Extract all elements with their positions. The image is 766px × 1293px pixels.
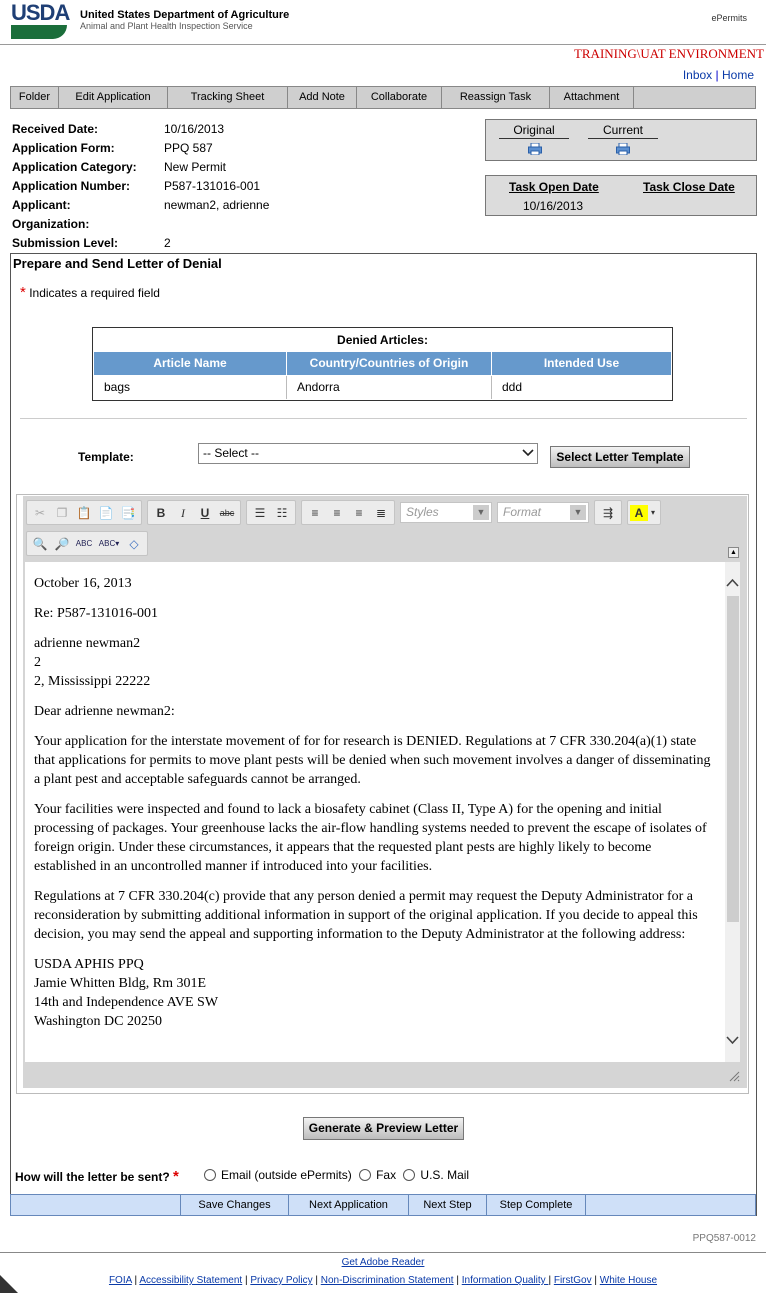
indent-icon[interactable]: ⇶ <box>602 505 614 520</box>
action-bar-spacer <box>11 1195 181 1215</box>
environment-label: TRAINING\UAT ENVIRONMENT <box>573 46 764 61</box>
task-close-date-header[interactable]: Task Close Date <box>643 180 735 194</box>
column-intended-use: Intended Use <box>543 356 620 370</box>
align-left-icon[interactable]: ≡ <box>311 505 319 520</box>
toolbar-edit-application[interactable]: Edit Application <box>59 87 168 108</box>
footer-link-firstgov[interactable]: FirstGov <box>553 1275 592 1286</box>
column-article-name: Article Name <box>94 352 287 375</box>
send-method-label: How will the letter be sent? <box>15 1170 170 1184</box>
get-adobe-reader-link[interactable]: Get Adobe Reader <box>341 1257 425 1268</box>
service-name: Animal and Plant Health Inspection Service <box>80 21 253 31</box>
footer-divider <box>0 1252 766 1253</box>
task-open-date-value: 10/16/2013 <box>523 199 584 213</box>
replace-icon[interactable]: 🔎 <box>54 536 70 551</box>
adobe-link-row <box>0 1257 766 1268</box>
footer-link-privacy[interactable]: Privacy Policy <box>250 1275 313 1286</box>
spellcheck-icon[interactable]: ABC <box>75 538 93 548</box>
main-toolbar <box>10 86 756 109</box>
footer-link-foia[interactable]: FOIA <box>108 1275 132 1286</box>
cell-article-name: bags <box>94 376 287 399</box>
select-letter-template-button[interactable]: Select Letter Template <box>550 446 690 468</box>
justify-icon[interactable]: ≣ <box>375 505 387 520</box>
print-current-icon[interactable] <box>616 143 630 155</box>
radio-fax-label[interactable]: Fax <box>376 1168 397 1182</box>
application-form-label: Application Form: <box>12 141 115 155</box>
format-placeholder: Format <box>503 505 542 519</box>
required-note-text: Indicates a required field <box>29 286 160 300</box>
bold-icon[interactable]: B <box>156 505 166 520</box>
denied-articles-title: Denied Articles: <box>337 333 428 347</box>
template-label: Template: <box>78 450 134 464</box>
generate-preview-letter-button[interactable]: Generate & Preview Letter <box>303 1117 464 1140</box>
toolbar-tracking-sheet[interactable]: Tracking Sheet <box>168 87 288 108</box>
chevron-down-icon: ▼ <box>570 505 586 520</box>
section-divider <box>20 418 747 419</box>
application-number-label: Application Number: <box>12 179 131 193</box>
logo-text: USDA <box>11 0 70 25</box>
editor-toolbar-row-2 <box>26 531 153 557</box>
paste-icon[interactable]: 📋 <box>76 505 92 520</box>
align-right-icon[interactable]: ≡ <box>355 505 363 520</box>
radio-us-mail[interactable] <box>403 1169 415 1181</box>
chevron-down-icon[interactable]: ▾ <box>650 507 655 517</box>
scroll-up-icon[interactable] <box>726 578 739 587</box>
letter-appeal-address: USDA APHIS PPQ Jamie Whitten Bldg, Rm 301E 14th and Independence AVE SW Washington DC 20250 <box>34 957 219 1029</box>
inbox-link[interactable]: Inbox <box>682 68 713 82</box>
resize-handle-icon[interactable] <box>728 1070 740 1082</box>
toolbar-collaborate[interactable]: Collaborate <box>357 87 442 108</box>
form-id: PPQ587-0012 <box>692 1233 756 1244</box>
chevron-down-icon: ▼ <box>473 505 489 520</box>
send-method-options <box>204 1168 469 1182</box>
letter-paragraph-appeal: Regulations at 7 CFR 330.204(c) provide that any person denied a permit may request the Deputy Administrator for a reconsideration by submitting additional information in support of the original application. If you decide to appeal this decision, you may send the appeal and supporting information to the Deputy Administrator at the following address: <box>34 889 698 942</box>
letter-paragraph-facilities: Your facilities were inspected and found to lack a biosafety cabinet (Class II, Type A) for the opening and initial processing of packages. Your greenhouse lacks the air-flow handling systems needed to prevent the escape of isolates of foreign origin. Under these circumstances, it appears that the requested plant pests are highly likely to become established in an uncontrolled manner if introduced into your facilities. <box>34 802 707 874</box>
table-row <box>94 376 671 399</box>
received-date-value: 10/16/2013 <box>164 122 225 136</box>
text-color-icon[interactable]: A <box>630 505 648 521</box>
styles-placeholder: Styles <box>406 505 439 519</box>
save-changes-button[interactable]: Save Changes <box>181 1195 289 1215</box>
find-icon[interactable]: 🔍 <box>32 536 48 551</box>
action-bar <box>10 1194 756 1216</box>
application-category-label: Application Category: <box>12 160 137 174</box>
application-category-value: New Permit <box>164 160 227 174</box>
agency-name: United States Department of Agriculture <box>80 9 290 21</box>
collapse-toolbar-icon[interactable]: ▲ <box>728 547 739 558</box>
send-method-question <box>15 1168 179 1185</box>
radio-email-label[interactable]: Email (outside ePermits) <box>221 1168 352 1182</box>
spellcheck-as-you-type-icon[interactable]: ABC▾ <box>98 538 120 548</box>
app-name: ePermits <box>711 13 747 23</box>
next-step-button[interactable]: Next Step <box>409 1195 487 1215</box>
page-corner <box>0 1275 18 1293</box>
required-star: * <box>173 1168 179 1185</box>
template-selected-value: -- Select -- <box>203 446 260 460</box>
toolbar-folder[interactable]: Folder <box>11 87 59 108</box>
applicant-label: Applicant: <box>12 198 71 212</box>
scroll-down-icon[interactable] <box>726 1036 739 1045</box>
panel-title: Prepare and Send Letter of Denial <box>13 256 222 271</box>
letter-date: October 16, 2013 <box>34 576 132 591</box>
cell-intended-use: ddd <box>502 380 523 394</box>
letter-body[interactable] <box>25 562 725 1062</box>
link-separator: | <box>715 68 719 82</box>
application-number-value: P587-131016-001 <box>164 179 261 193</box>
task-open-date-header[interactable]: Task Open Date <box>509 180 599 194</box>
column-country-of-origin: Country/Countries of Origin <box>287 352 492 375</box>
copy-icon[interactable]: ❐ <box>56 505 68 520</box>
logo-hills <box>11 25 67 39</box>
submission-level-label: Submission Level: <box>12 236 119 250</box>
styles-dropdown[interactable] <box>400 502 492 523</box>
header-divider <box>0 44 766 45</box>
numbered-list-icon[interactable]: ☰ <box>254 505 266 520</box>
letter-paragraph-denial: Your application for the interstate movement of for for research is DENIED. Regulations at 7 CFR 330.204(a)(1) state that applications for permits to move plant pests will be denied when such movement involves a danger of disseminating a plant pest and acceptable safeguards cannot be arranged. <box>34 734 711 787</box>
application-form-value: PPQ 587 <box>164 141 213 155</box>
editor-scrollbar-thumb[interactable] <box>727 596 739 922</box>
radio-email[interactable] <box>204 1169 216 1181</box>
required-star: * <box>20 284 26 301</box>
template-select[interactable] <box>198 443 538 464</box>
next-application-button[interactable]: Next Application <box>289 1195 409 1215</box>
editor-toolbar-row-1 <box>26 500 666 526</box>
print-original-icon[interactable] <box>528 143 542 155</box>
footer-link-accessibility[interactable]: Accessibility Statement <box>139 1275 243 1286</box>
submission-level-value: 2 <box>164 236 171 250</box>
italic-icon[interactable]: I <box>181 505 185 520</box>
underline-icon[interactable]: U <box>200 505 210 520</box>
format-dropdown[interactable] <box>497 502 589 523</box>
footer-link-white-house[interactable]: White House <box>599 1275 658 1286</box>
letter-recipient-address: adrienne newman2 2 2, Mississippi 22222 <box>34 636 151 689</box>
received-date-label: Received Date: <box>12 122 99 136</box>
paste-text-icon[interactable]: 📄 <box>98 505 114 520</box>
align-center-icon[interactable]: ≡ <box>333 505 341 520</box>
toolbar-attachment[interactable]: Attachment <box>550 87 634 108</box>
required-note <box>20 284 160 301</box>
current-label: Current <box>588 123 658 139</box>
denied-table-header <box>94 352 671 375</box>
bulleted-list-icon[interactable]: ☷ <box>276 505 288 520</box>
radio-us-mail-label[interactable]: U.S. Mail <box>420 1168 470 1182</box>
footer-links: FOIA | Accessibility Statement | Privacy Policy | Non-Discrimination Statement | Information Quality | FirstGov | White House <box>108 1275 658 1286</box>
paste-word-icon[interactable]: 📑 <box>120 505 136 520</box>
home-link[interactable]: Home <box>721 68 754 82</box>
footer-link-non-discrimination[interactable]: Non-Discrimination Statement <box>320 1275 454 1286</box>
letter-salutation: Dear adrienne newman2: <box>34 704 175 719</box>
organization-label: Organization: <box>12 217 90 231</box>
original-label: Original <box>499 123 569 139</box>
chevron-down-icon <box>522 449 534 457</box>
strikethrough-icon[interactable]: abc <box>219 507 235 518</box>
toolbar-reassign-task[interactable]: Reassign Task <box>442 87 550 108</box>
remove-format-icon[interactable]: ◇ <box>129 536 139 551</box>
top-links <box>683 68 754 82</box>
toolbar-add-note[interactable]: Add Note <box>288 87 357 108</box>
cell-country-of-origin: Andorra <box>287 376 492 399</box>
applicant-value: newman2, adrienne <box>164 198 270 212</box>
radio-fax[interactable] <box>359 1169 371 1181</box>
cut-icon[interactable]: ✂ <box>34 505 46 520</box>
step-complete-button[interactable]: Step Complete <box>487 1195 586 1215</box>
letter-reference: Re: P587-131016-001 <box>34 606 159 621</box>
footer-link-information-quality[interactable]: Information Quality <box>461 1275 549 1286</box>
